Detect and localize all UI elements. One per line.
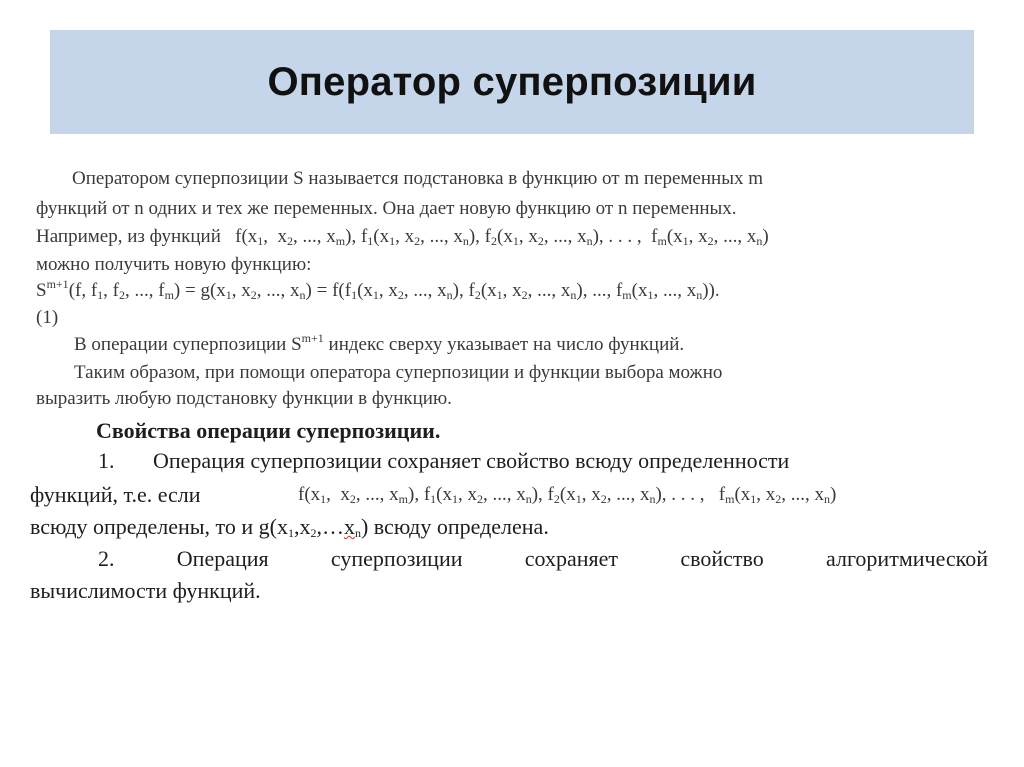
para1-line1: Оператором суперпозиции S называется подстановка в функцию от m переменных m (72, 168, 763, 189)
note-line3: выразить любую подстановку функции в функцию. (36, 388, 452, 409)
property2-line2: вычислимости функций. (30, 578, 261, 603)
property1-line2: функций, т.е. если (30, 482, 201, 507)
note-line2: Таким образом, при помощи оператора суперпозиции и функции выбора можно (74, 362, 723, 383)
slide-title: Оператор суперпозиции (267, 59, 757, 104)
property1-line3: всюду определены, то и $g(x_1,x_2,\dots x_n)$ всюду определена. (30, 514, 549, 540)
para1-line2: функций от n одних и тех же переменных. Она дает новую функцию от n переменных. (36, 198, 737, 219)
properties-heading: Свойства операции суперпозиции. (96, 418, 441, 443)
equation-number: (1) (36, 307, 59, 328)
para1-line3: Например, из функций $f(x_1$, $x_2$, ..., $x_m$), $f_1(x_1$, $x_2$, ..., $x_n$), $f_2(x_1$, $x_2$, ..., $x_n$), . . . , $f_m(x_1$, $x_2$, ..., $x_n$) (36, 226, 769, 248)
para1-line4: можно получить новую функцию: (36, 254, 312, 275)
property1-line1: 1. Операция суперпозиции сохраняет свойство всюду определенности (98, 448, 790, 473)
property1-functions: $f(x_1$, $x_2$, ..., $x_m$), $f_1(x_1$, $x_2$, ..., $x_n$), $f_2(x_1$, $x_2$, ..., $x_n$), . . . , $f_m(x_1$, $x_2$, ..., $x_n$) (298, 484, 837, 506)
formula-line: $S^{m+1}(f$, $f_1$, $f_2$, ..., $f_m) = g(x_1$, $x_2$, ..., $x_n) = f(f_1(x_1$, $x_2$, ..., $x_n$), $f_2(x_1$, $x_2$, ..., $x_n$), ..., $f_m(x_1$, ..., $x_n$)). (36, 277, 720, 302)
title-band (50, 30, 974, 134)
property2-line1: 2. Операция суперпозиции сохраняет свойство алгоритмической (98, 546, 988, 571)
note-line1: В операции суперпозиции $S^{m+1}$ индекс сверху указывает на число функций. (74, 331, 685, 355)
